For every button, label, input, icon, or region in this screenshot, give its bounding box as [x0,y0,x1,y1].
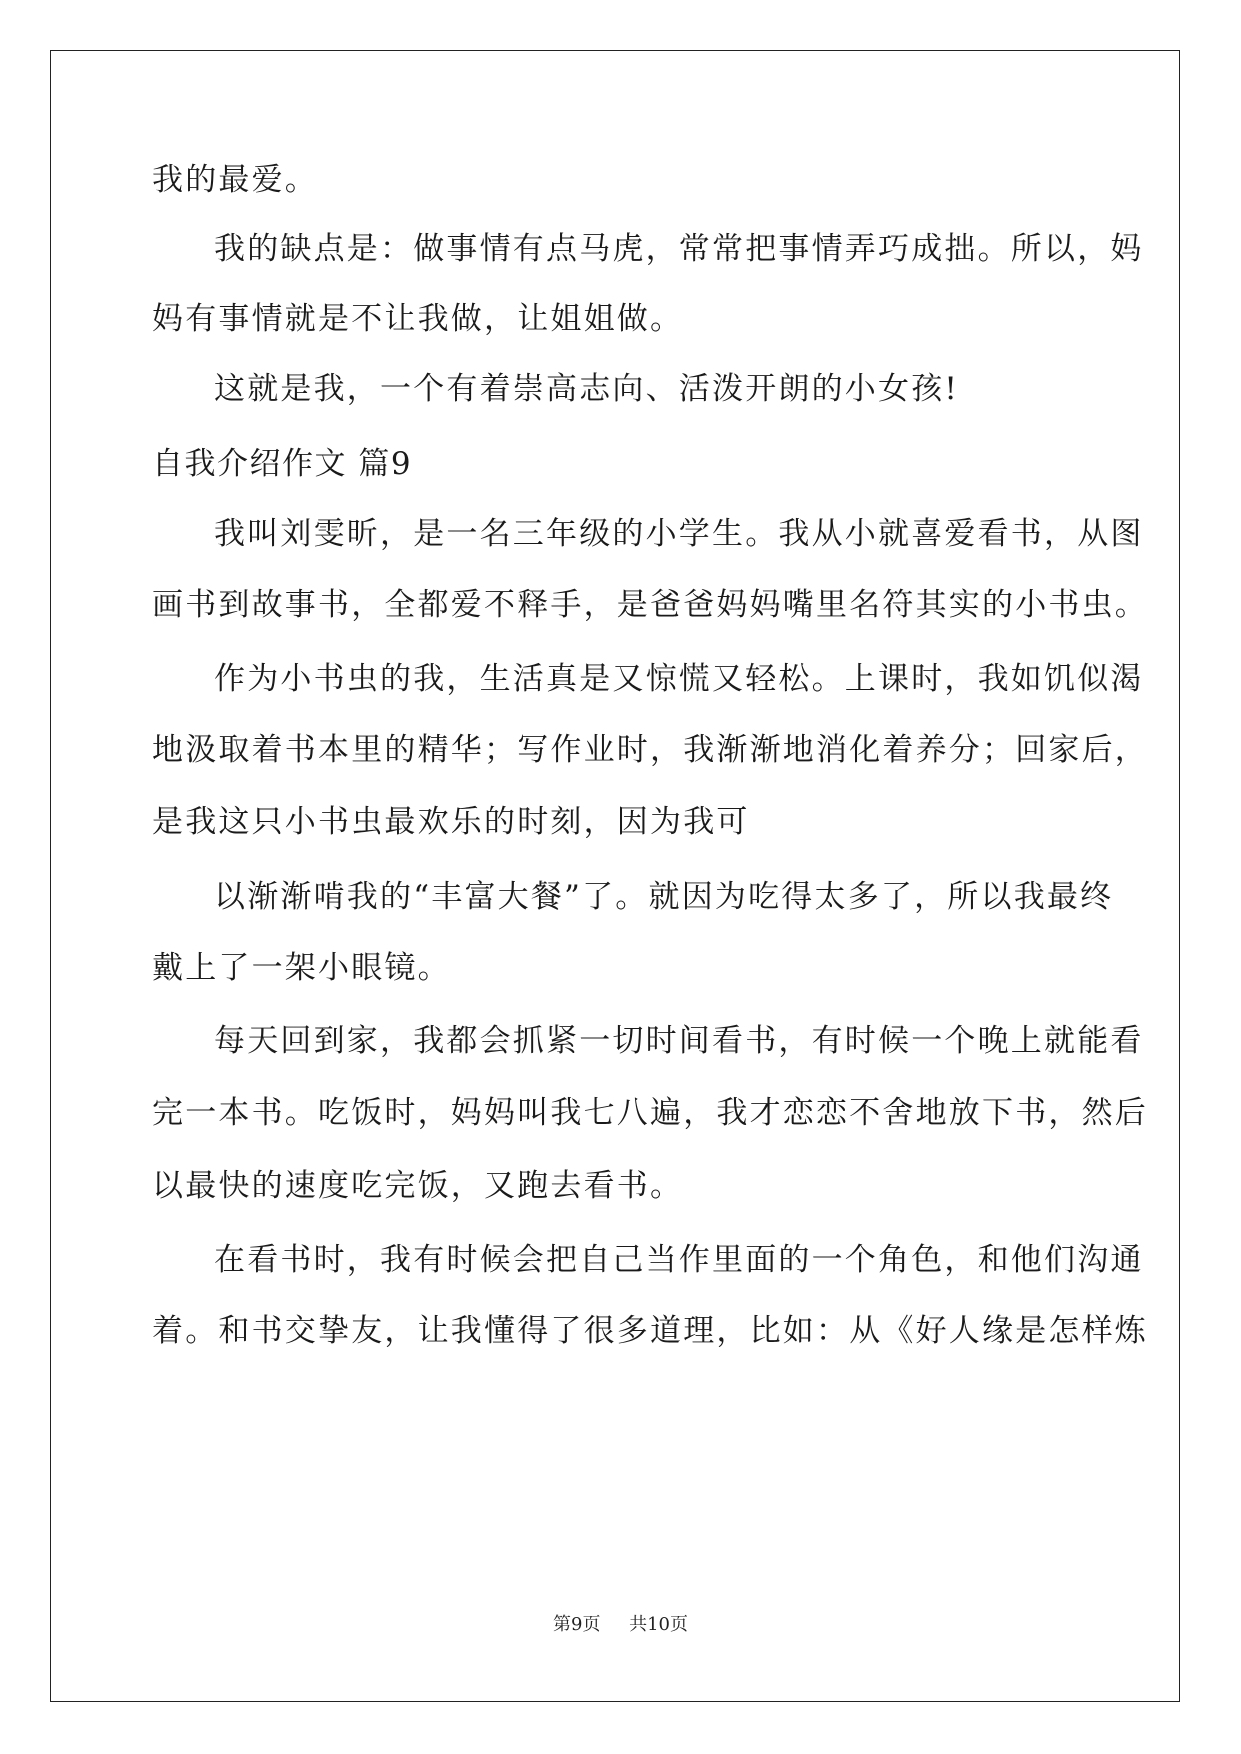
text-line: 妈有事情就是不让我做，让姐姐做。 [152,301,684,337]
text-line: 每天回到家，我都会抓紧一切时间看书，有时候一个晚上就能看 [214,1023,1144,1059]
text-line: 完一本书。吃饭时，妈妈叫我七八遍，我才恋恋不舍地放下书，然后 [152,1095,1148,1131]
text-line: 地汲取着书本里的精华；写作业时，我渐渐地消化着养分；回家后， [152,732,1148,768]
text-line: 以最快的速度吃完饭，又跑去看书。 [152,1168,684,1204]
text-line: 画书到故事书，全都爱不释手，是爸爸妈妈嘴里名符其实的小书虫。 [152,587,1148,623]
text-line: 着。和书交挚友，让我懂得了很多道理，比如：从《好人缘是怎样炼 [152,1313,1148,1349]
text-line: 我的缺点是：做事情有点马虎，常常把事情弄巧成拙。所以，妈 [214,231,1144,267]
page-total: 共10页 [629,1614,688,1635]
text-line: 是我这只小书虫最欢乐的时刻，因为我可 [152,804,750,840]
text-line: 我叫刘雯昕，是一名三年级的小学生。我从小就喜爱看书，从图 [214,516,1144,552]
page-footer [0,1610,1241,1636]
page-number: 第9页 [553,1614,601,1635]
text-line: 在看书时，我有时候会把自己当作里面的一个角色，和他们沟通 [214,1242,1144,1278]
text-line: 以渐渐啃我的“丰富大餐”了。就因为吃得太多了，所以我最终 [214,879,1114,915]
text-line: 作为小书虫的我，生活真是又惊慌又轻松。上课时，我如饥似渴 [214,661,1144,697]
text-line: 戴上了一架小眼镜。 [152,950,451,986]
text-line: 这就是我，一个有着崇高志向、活泼开朗的小女孩! [214,371,960,407]
page-border [50,50,1180,1702]
section-heading: 自我介绍作文 篇9 [152,446,413,482]
text-line: 我的最爱。 [152,162,318,198]
